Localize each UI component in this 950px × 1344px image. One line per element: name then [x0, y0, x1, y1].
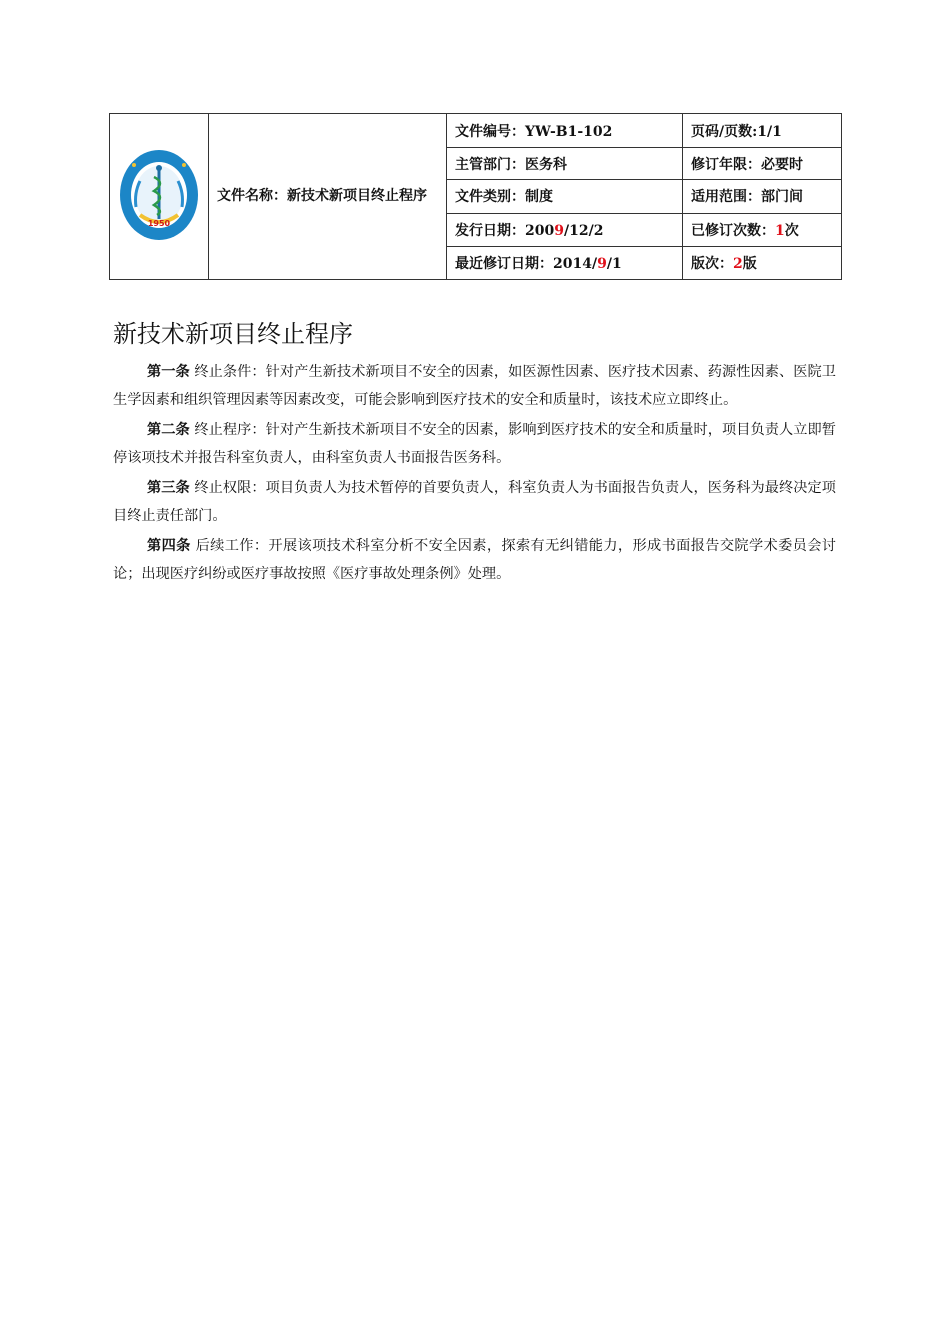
- article-paragraph: [113, 416, 836, 472]
- article-label: 第一条: [147, 364, 190, 380]
- file-category: 文件类别：制度: [447, 180, 683, 213]
- revision-count: 已修订次数：1次: [683, 213, 842, 246]
- article-text: 终止条件：针对产生新技术新项目不安全的因素，如医源性因素、医疗技术因素、药源性因素、医院卫生学因素和组织管理因素等因素改变，可能会影响到医疗技术的安全和质量时，该技术应立即终止。: [113, 364, 836, 408]
- article-paragraph: [113, 358, 836, 414]
- article-label: 第三条: [147, 480, 190, 496]
- hospital-logo: [110, 114, 209, 280]
- applicable-scope: 适用范围：部门间: [683, 180, 842, 213]
- page-count: 页码/页数:1/1: [683, 114, 842, 148]
- file-name: 文件名称：新技术新项目终止程序: [209, 114, 447, 280]
- last-revision-date: 最近修订日期：2014/9/1: [447, 246, 683, 279]
- managing-department: 主管部门：医务科: [447, 148, 683, 180]
- article-label: 第四条: [147, 538, 191, 554]
- article-text: 后续工作：开展该项技术科室分析不安全因素，探索有无纠错能力，形成书面报告交院学术委员会讨论；出现医疗纠纷或医疗事故按照《医疗事故处理条例》处理。: [113, 538, 836, 582]
- article-label: 第二条: [147, 422, 190, 438]
- edition: 版次：2版: [683, 246, 842, 279]
- article-paragraph: [113, 532, 836, 588]
- document-title: 新技术新项目终止程序: [113, 320, 353, 348]
- document-body: [113, 358, 836, 590]
- article-text: 终止权限：项目负责人为技术暂停的首要负责人，科室负责人为书面报告负责人，医务科为最终决定项目终止责任部门。: [113, 480, 836, 524]
- file-number: 文件编号：YW-B1-102: [447, 114, 683, 148]
- article-paragraph: [113, 474, 836, 530]
- svg-text:1950: 1950: [147, 218, 171, 228]
- hospital-emblem-icon: [114, 145, 204, 245]
- article-text: 终止程序：针对产生新技术新项目不安全的因素，影响到医疗技术的安全和质量时，项目负责人立即暂停该项技术并报告科室负责人，由科室负责人书面报告医务科。: [113, 422, 836, 466]
- document-header-table: [109, 113, 842, 280]
- issue-date: 发行日期：2009/12/2: [447, 213, 683, 246]
- revision-period: 修订年限：必要时: [683, 148, 842, 180]
